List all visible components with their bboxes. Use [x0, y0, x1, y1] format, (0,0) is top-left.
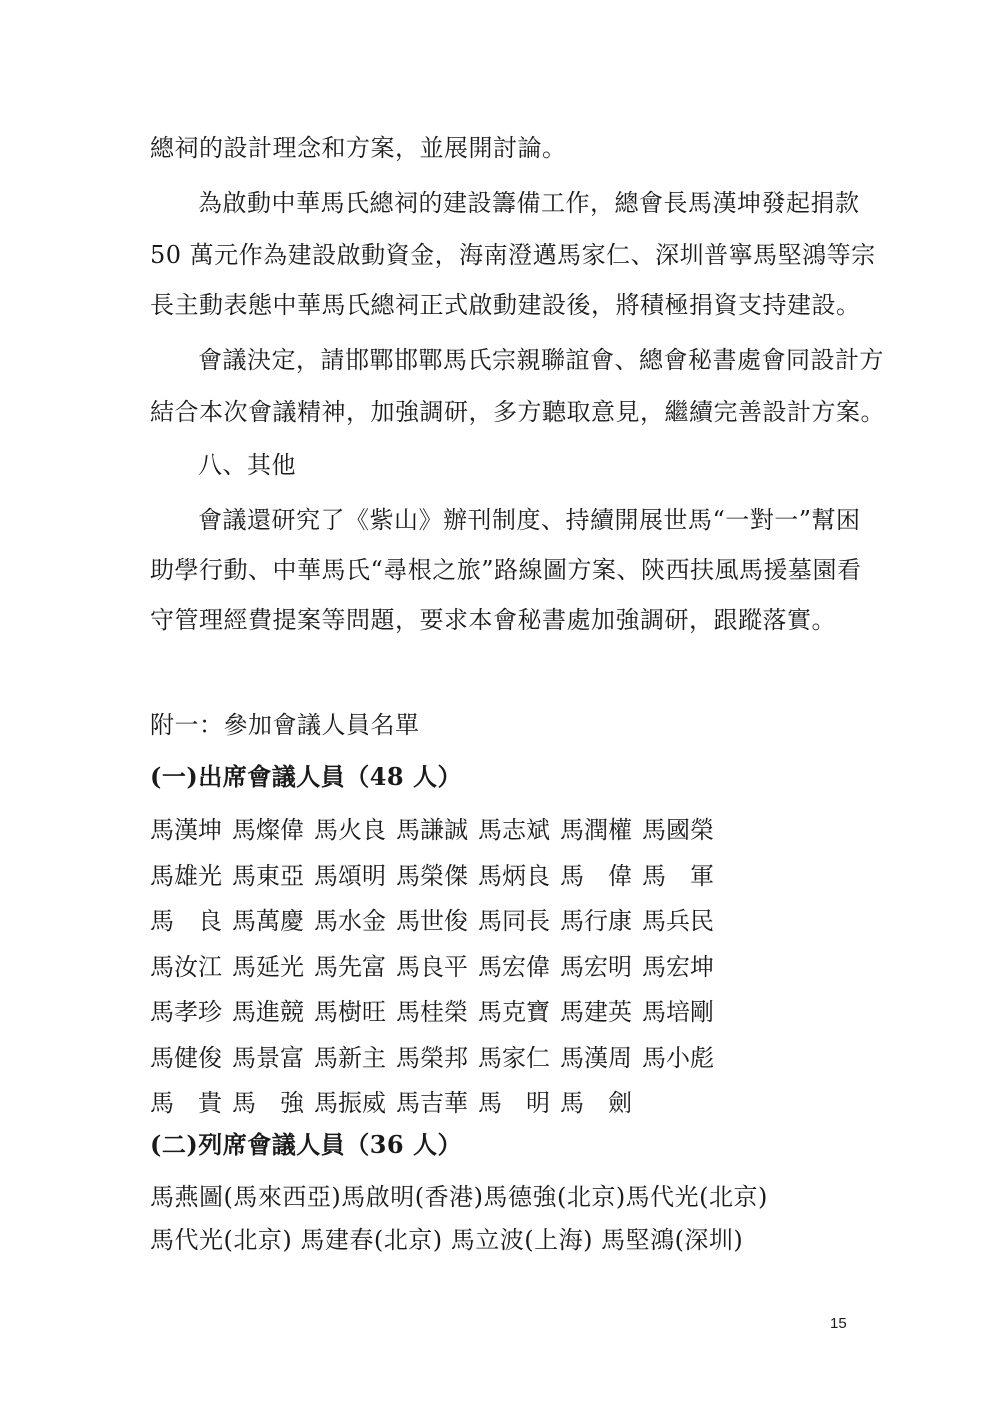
attendee-name: 馬延光: [232, 953, 304, 981]
attendee-name: 馬家仁: [478, 1044, 550, 1072]
attendee-name: 馬 偉: [560, 862, 632, 890]
attendee-name: 馬兵民: [642, 907, 714, 935]
attendee-name: 馬良平: [396, 953, 468, 981]
attendee-name: 馬培剛: [642, 998, 714, 1026]
attendee-name: 馬建英: [560, 998, 632, 1026]
attendee-row: [150, 997, 724, 1027]
attendee-name: 馬雄光: [150, 862, 222, 890]
attendee-name: 馬宏坤: [642, 953, 714, 981]
section-heading: 八、其他: [198, 451, 296, 479]
attendee-name: 馬榮邦: [396, 1044, 468, 1072]
attendee-name: 馬 良: [150, 907, 222, 935]
attendee-name: 馬頌明: [314, 862, 386, 890]
paragraph-line: 長主動表態中華馬氏總祠正式啟動建設後，將積極捐資支持建設。: [150, 291, 861, 319]
appendix-title: 附一：參加會議人員名單: [150, 711, 420, 739]
attendee-row: [150, 952, 724, 982]
attendee-name: 馬同長: [478, 907, 550, 935]
attendee-name: 馬燦偉: [232, 816, 304, 844]
attendee-name: 馬 軍: [642, 862, 714, 890]
attendee-name: 馬行康: [560, 907, 632, 935]
attendee-name: 馬吉華: [396, 1089, 468, 1117]
attendee-name: 馬 明: [478, 1089, 550, 1117]
paragraph-line: 50 萬元作為建設啟動資金，海南澄邁馬家仁、深圳普寧馬堅鴻等宗: [150, 241, 876, 269]
attendee-name: 馬榮傑: [396, 862, 468, 890]
attendee-name: 馬孝珍: [150, 998, 222, 1026]
attendee-name: 馬潤權: [560, 816, 632, 844]
attendee-row: [150, 1043, 724, 1073]
attendee-name: 馬小彪: [642, 1044, 714, 1072]
observers-line: 馬代光(北京) 馬建春(北京) 馬立波(上海) 馬堅鴻(深圳): [150, 1226, 744, 1254]
attendee-row: [150, 1088, 642, 1118]
paragraph-line: 總祠的設計理念和方案，並展開討論。: [150, 134, 567, 162]
attendees-heading: (一)出席會議人員（48 人）: [150, 762, 462, 791]
attendee-name: 馬健俊: [150, 1044, 222, 1072]
attendee-name: 馬樹旺: [314, 998, 386, 1026]
attendee-name: 馬東亞: [232, 862, 304, 890]
paragraph-line: 為啟動中華馬氏總祠的建設籌備工作，總會長馬漢坤發起捐款: [198, 189, 860, 217]
attendee-name: 馬世俊: [396, 907, 468, 935]
attendee-name: 馬漢坤: [150, 816, 222, 844]
paragraph-line: 結合本次會議精神，加強調研，多方聽取意見，繼續完善設計方案。: [150, 398, 885, 426]
observers-heading: (二)列席會議人員（36 人）: [150, 1130, 462, 1159]
paragraph-line: 會議決定，請邯鄲邯鄲馬氏宗親聯誼會、總會秘書處會同設計方: [198, 346, 884, 374]
page-number: 15: [830, 1315, 847, 1332]
attendee-name: 馬漢周: [560, 1044, 632, 1072]
attendee-name: 馬新主: [314, 1044, 386, 1072]
attendee-name: 馬國榮: [642, 816, 714, 844]
attendee-name: 馬 劍: [560, 1089, 632, 1117]
attendee-name: 馬萬慶: [232, 907, 304, 935]
paragraph-line: 守管理經費提案等問題，要求本會秘書處加強調研，跟蹤落實。: [150, 606, 836, 634]
paragraph-line: 會議還研究了《紫山》辦刊制度、持續開展世馬“一對一”幫困: [198, 506, 861, 534]
attendee-row: [150, 861, 724, 891]
attendee-name: 馬炳良: [478, 862, 550, 890]
attendee-name: 馬克寶: [478, 998, 550, 1026]
attendee-name: 馬志斌: [478, 816, 550, 844]
attendee-name: 馬桂榮: [396, 998, 468, 1026]
attendee-name: 馬振威: [314, 1089, 386, 1117]
paragraph-line: 助學行動、中華馬氏“尋根之旅”路線圖方案、陝西扶風馬援墓園看: [150, 556, 862, 584]
attendee-name: 馬水金: [314, 907, 386, 935]
attendee-name: 馬謙誠: [396, 816, 468, 844]
attendee-name: 馬汝江: [150, 953, 222, 981]
attendee-name: 馬進競: [232, 998, 304, 1026]
attendee-name: 馬宏偉: [478, 953, 550, 981]
attendee-name: 馬景富: [232, 1044, 304, 1072]
attendee-row: [150, 906, 724, 936]
attendee-name: 馬火良: [314, 816, 386, 844]
attendee-name: 馬 強: [232, 1089, 304, 1117]
attendee-name: 馬先富: [314, 953, 386, 981]
attendee-name: 馬宏明: [560, 953, 632, 981]
observers-line: 馬燕圖(馬來西亞)馬啟明(香港)馬德強(北京)馬代光(北京): [150, 1183, 768, 1211]
attendee-name: 馬 貴: [150, 1089, 222, 1117]
attendee-row: [150, 815, 724, 845]
